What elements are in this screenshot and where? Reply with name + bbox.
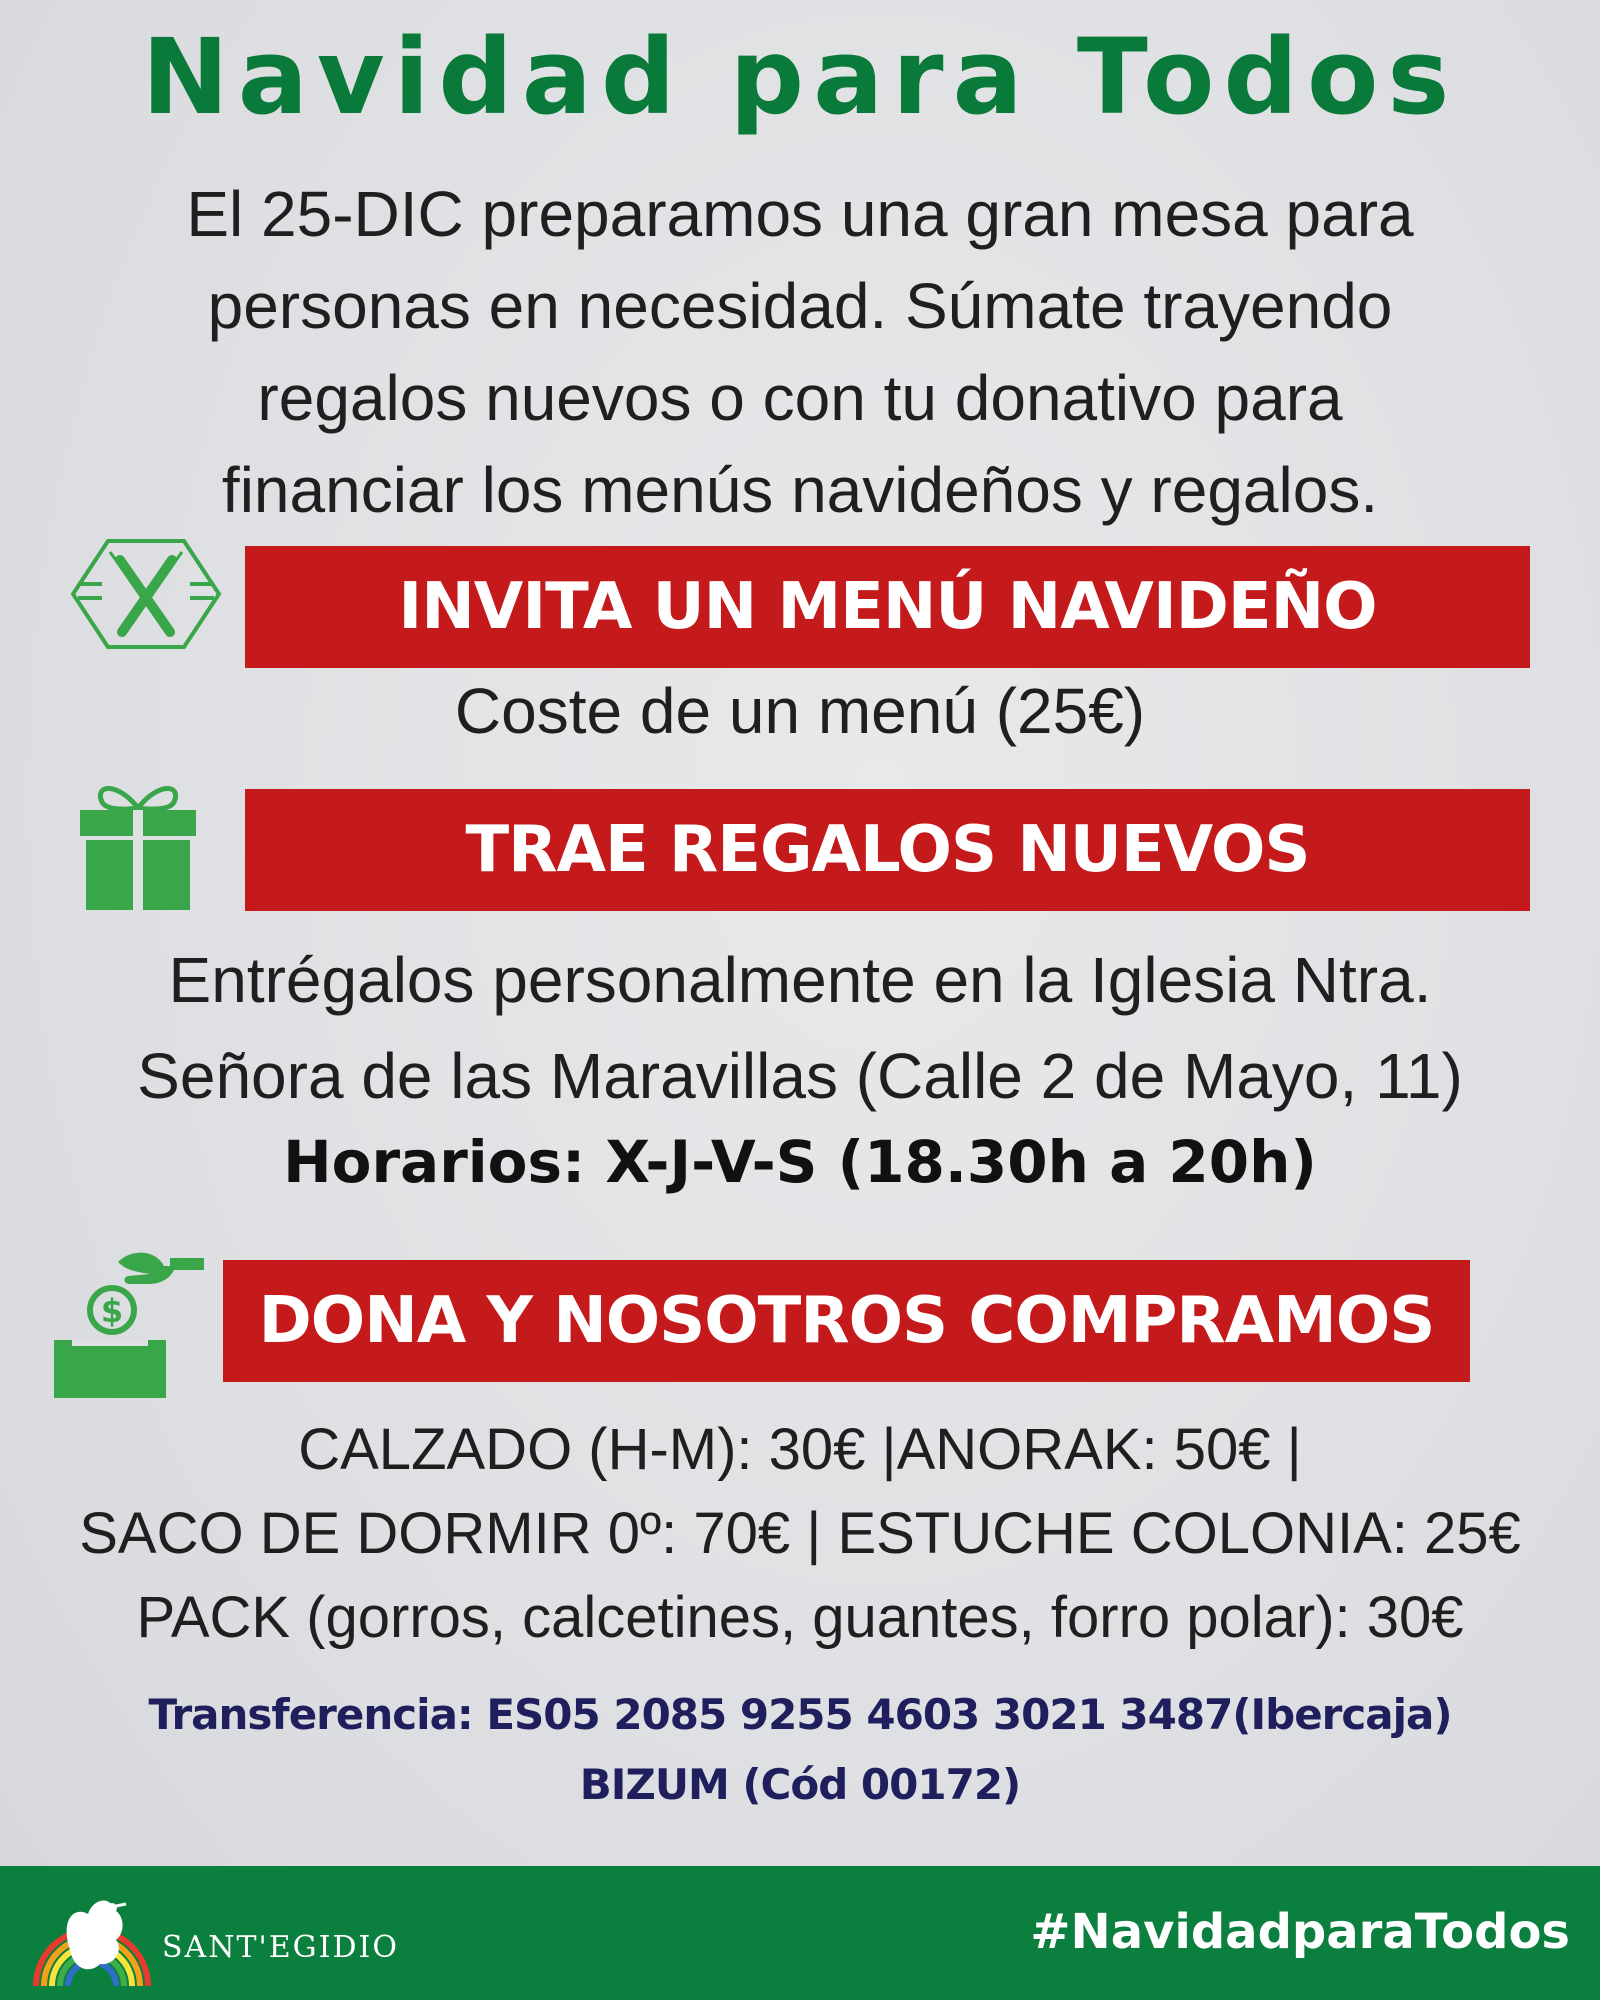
svg-text:$: $ [100,1292,124,1330]
delivery-line: Señora de las Maravillas (Calle 2 de Mayo, 11) [137,1040,1463,1112]
gifts-hours: Horarios: X-J-V-S (18.30h a 20h) [283,1128,1317,1196]
payment-info [0,1680,1600,1820]
bank-transfer: Transferencia: ES05 2085 9255 4603 3021 3487(Ibercaja) [148,1690,1452,1739]
donate-item-line: PACK (gorros, calcetines, guantes, forro polar): 30€ [136,1585,1464,1650]
gifts-delivery-text [0,932,1600,1124]
donate-item-line: CALZADO (H-M): 30€ |ANORAK: 50€ | [298,1417,1302,1482]
donate-items [0,1408,1600,1660]
page-title: Navidad para Todos [141,16,1459,138]
intro-line: El 25-DIC preparamos una gran mesa para [186,178,1414,250]
donate-heading-banner: DONA Y NOSOTROS COMPRAMOS [223,1260,1470,1382]
footer-bar [0,1866,1600,2000]
delivery-line: Entrégalos personalmente en la Iglesia Ntra. [168,944,1432,1016]
donate-item-line: SACO DE DORMIR 0º: 70€ | ESTUCHE COLONIA: 25€ [79,1501,1521,1566]
intro-line: financiar los menús navideños y regalos. [221,454,1379,526]
intro-text [60,168,1540,536]
gift-icon [78,780,198,912]
santegidio-logo-text: SANT'EGIDIO [162,1930,399,1965]
fork-knife-icon [70,538,222,650]
menu-heading-banner: INVITA UN MENÚ NAVIDEÑO [245,546,1530,668]
intro-line: personas en necesidad. Súmate trayendo [207,270,1393,342]
donation-hand-icon [52,1244,208,1400]
gifts-heading-banner: TRAE REGALOS NUEVOS [245,789,1530,911]
menu-cost: Coste de un menú (25€) [454,675,1146,747]
intro-line: regalos nuevos o con tu donativo para [257,362,1343,434]
dove-rainbow-icon [30,1880,154,1990]
bizum-code: BIZUM (Cód 00172) [579,1760,1021,1809]
hashtag: #NavidadparaTodos [1030,1904,1570,1960]
